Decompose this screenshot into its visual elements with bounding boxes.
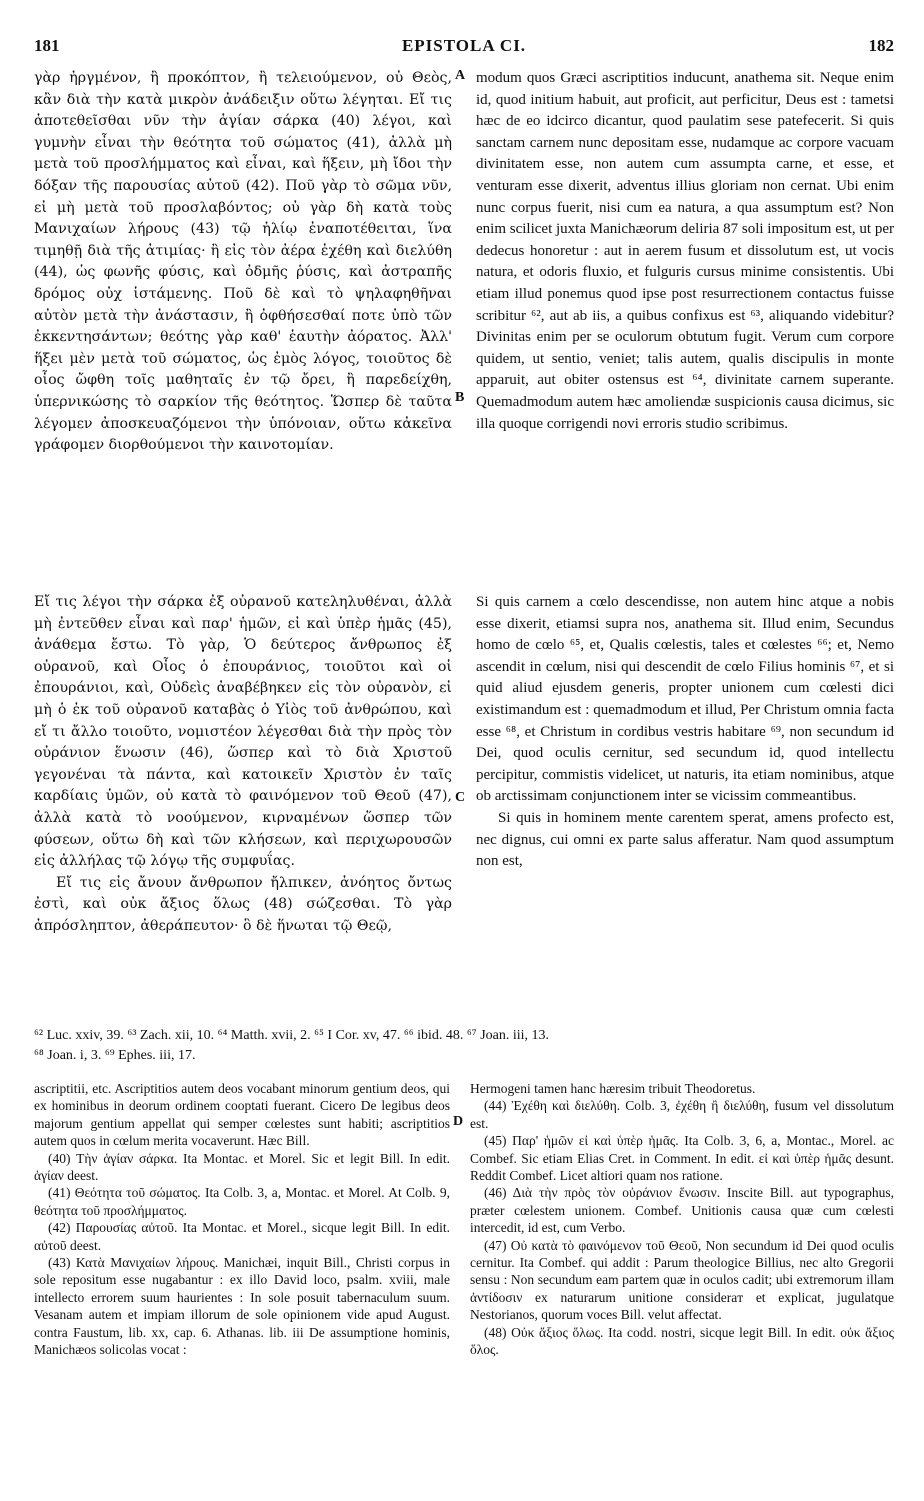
document-page [34,0,894,1501]
latin-column-bottom [476,592,894,873]
latin-column-top [476,68,894,435]
greek-paragraph: γὰρ ἠργμένον, ἢ προκόπτον, ἢ τελειούμενον, οὐ Θεὸς, κἂν διὰ τὴν κατὰ μικρὸν ἀνάδειξιν οὕτω λέγηται. Εἴ τις ἀποτεθεῖσθαι νῦν τὴν ἁγίαν σάρκα (40) λέγοι, καὶ γυμνὴν εἶναι τὴν θεότητα τοῦ σώματος (41), ἀλλὰ μὴ μετὰ τοῦ προσλήμματος καὶ εἶναι, καὶ ἥξειν, μὴ ἴδοι τὴν δόξαν τῆς παρουσίας αὐτοῦ (42). Ποῦ γὰρ τὸ σῶμα νῦν, εἰ μὴ μετὰ τοῦ προσλαβόντος; οὐ γὰρ δὴ κατὰ τοὺς Μανιχαίων λήρους (43) τῷ ἡλίῳ ἐναποτέθειται, ἵνα τιμηθῇ διὰ τῆς ἀτιμίας· ἢ εἰς τὸν ἀέρα ἐχέθη καὶ διελύθη (44), ὡς φωνῆς φύσις, καὶ ὀδμῆς ῥύσις, καὶ ἀστραπῆς δρόμος οὐχ ἱστάμενης. Ποῦ δὲ καὶ τὸ ψηλαφηθῆναι αὐτὸν μετὰ τὴν ἀνάστασιν, ἢ ὀφθήσεσθαί ποτε ὑπὸ τῶν ἐκκεντησάντων; θεότης γὰρ καθ' ἑαυτὴν ἀόρατος. Ἀλλ' ἥξει μὲν μετὰ τοῦ σώματος, ὡς ἐμὸς λόγος, τοιοῦτος δὲ οἷος ὤφθη τοῖς μαθηταῖς ἐν τῷ ὄρει, ἢ παρεδείχθη, ὑπερνικώσης τὸ σαρκίον τῆς θεότητος. Ὥσπερ δὲ ταῦτα λέγομεν ἀποσκευαζόμενοι τὴν ὑπόνοιαν, οὕτω κἀκεῖνα γράφομεν διορθούμενοι τὴν καινοτομίαν. [34,70,452,454]
latin-paragraph: Si quis in hominem mente carentem sperat, amens profecto est, nec dignus, cui omni ex parte salus afferatur. Nam quod assumptum non est, [476,809,894,870]
greek-paragraph: Εἴ τις εἰς ἄνουν ἄνθρωπον ἤλπικεν, ἀνόητος ὄντως ἐστὶ, καὶ οὐκ ἄξιος ὅλως (48) σώζεσθαι. Τὸ γὰρ ἀπρόσληπτον, ἀθεράπευτον· ὃ δὲ ἥνωται τῷ Θεῷ, [34,874,452,934]
note-paragraph: (40) Τὴν ἁγίαν σάρκα. Ita Montac. et Morel. Sic et legit Bill. In edit. ἁγίαν deest. [34,1150,450,1184]
greek-column-bottom [34,592,452,938]
note-paragraph: Hermogeni tamen hanc hæresim tribuit Theodoretus. [470,1081,756,1096]
margin-letter-a: A [455,68,466,83]
latin-paragraph: modum quos Græci ascriptitios inducunt, anathema sit. Neque enim id, quod initium habuit, aut proficit, aut perficitur, Deus est : tametsi hæc de eo idcirco dicantur, quod paulatim sese patefecerit. Si quis sanctam carnem nunc depositam esse, nudamque ac corpore vacuam divinitatem esse, non autem cum assumpta carne, et esse, et venturam esse dixerit, adventus illius gloriam non cernat. Ubi enim nunc corpus fuerit, nisi cum ea natura, a qua assumptum est? Non enim scilicet juxta Manichæorum deliria 87 soli impositum est, ut per dedecus honoretur : aut in aerem fusum et dissolutum est, ut vocis natura, et odoris fluxio, et fulguris cursus minime consistentis. Ubi etiam illud ponemus quod ipse post resurrectionem contactus fuisse scribitur ⁶², aut ab iis, a quibus confixus est ⁶³, aliquando videbitur? Divinitas enim per se oculorum obtutum fugit. Verum cum corpore quidem, ut sentio, veniet; talis autem, qualis discipulis in monte apparuit, aut obiter ostensus est ⁶⁴, divinitate carnem superante. Quemadmodum autem hæc amoliendæ suspicionis causa dicimus, sic illa quoque corrigendi novi erroris studio scribimus. [476,70,894,432]
footnote-line: ⁶⁸ Joan. i, 3. ⁶⁹ Ephes. iii, 17. [34,1048,196,1063]
margin-letter-b: B [455,390,465,405]
note-paragraph: (47) Οὐ κατὰ τὸ φαινόμενον τοῦ Θεοῦ, Non secundum id Dei quod oculis cernitur. Ita Combef. qui addit : Parum theologice Billius, nec alto Gregorii sensu : Non secundum eam partem quæ in oculos cadit; ubi extremorum illam ἀντίδοσιν ex naturarum unitione consideraт et explicat, jugulatque Nestorianos, quorum voces Bill. velut affectat. [470,1237,894,1323]
right-page-number: 182 [868,36,894,55]
greek-column-top [34,68,452,457]
latin-paragraph: Si quis carnem a cœlo descendisse, non autem hinc atque a nobis esse dixerit, etiamsi supra nos, anathema sit. Illud enim, Secundus homo de cœlo ⁶⁵, et, Qualis cœlestis, tales et cœlestes ⁶⁶; et, Nemo ascendit in cœlum, nisi qui descendit de cœlo Filius hominis ⁶⁷, et si quid aliud ejusdem generis, propter unionem cum cœlesti dici existimandum est : quemadmodum et illud, Per Christum omnia facta esse ⁶⁸, et Christum in cordibus vestris habitare ⁶⁹, non secundum id Dei, quod oculis cernitur, sed secundum id, quod intellectu percipitur, commistis videlicet, ut naturis, ita etiam nominibus, atque ob arctissimam conjunctionem inter se vicissim commeantibus. [476,594,894,805]
notes-column-left [34,1080,450,1359]
greek-paragraph: Εἴ τις λέγοι τὴν σάρκα ἐξ οὐρανοῦ κατεληλυθέναι, ἀλλὰ μὴ ἐντεῦθεν εἶναι καὶ παρ' ἡμῶν, εἰ καὶ ὑπὲρ ἡμᾶς (45), ἀνάθεμα ἔστω. Τὸ γὰρ, Ὁ δεύτερος ἄνθρωπος ἐξ οὐρανοῦ, καὶ Οἷος ὁ ἐπουράνιος, τοιοῦτοι καὶ οἱ ἐπουράνιοι, καὶ, Οὐδεὶς ἀναβέβηκεν εἰς τὸν οὐρανὸν, εἰ μὴ ὁ ἐκ τοῦ οὐρανοῦ καταβὰς ὁ Υἱὸς τοῦ ἀνθρώπου, καὶ εἴ τι ἄλλο τοιοῦτο, νομιστέον λέγεσθαι διὰ τὴν πρὸς τὸν οὐράνιον ἕνωσιν (46), ὥσπερ καὶ τὸ διὰ Χριστοῦ γεγονέναι τὰ πάντα, καὶ κατοικεῖν Χριστὸν ἐν ταῖς καρδίαις ὑμῶν, οὐ κατὰ τὸ φαινόμενον τοῦ Θεοῦ (47), ἀλλὰ κατὰ τὸ νοούμενον, κιρναμένων ὥσπερ τῶν φύσεων, οὕτω δὴ καὶ τῶν κλήσεων, καὶ περιχωρουσῶν εἰς ἀλλήλας τῷ λόγῳ τῆς συμφυΐας. [34,594,452,870]
notes-column-right [470,1080,894,1359]
note-paragraph: (45) Παρ' ἡμῶν εἰ καὶ ὑπὲρ ἡμᾶς. Ita Colb. 3, 6, a, Montac., Morel. ac Combef. Sic etiam Elias Cret. in Comment. In edit. εἰ καὶ ὑπὲρ ἡμᾶς desunt. Reddit Combef. Licet altiori quam nos ratione. [470,1133,894,1184]
note-paragraph: ascriptitii, etc. Ascriptitios autem deos vocabant minorum gentium deos, qui ex hominibus in deorum ordinem cooptati fuerant. Cicero De legibus deos majorum gentium appellat qui semper cœlestes sunt habiti; ascriptitios autem quos in cœlum merita vocaverunt. Hæc Bill. [34,1081,450,1149]
footnote-line: ⁶² Luc. xxiv, 39. ⁶³ Zach. xii, 10. ⁶⁴ Matth. xvii, 2. ⁶⁵ I Cor. xv, 47. ⁶⁶ ibid. 48. ⁶⁷ Joan. iii, 13. [34,1028,550,1043]
note-paragraph: (48) Οὐκ ἄξιος ὅλως. Ita codd. nostri, sicque legit Bill. In edit. οὐκ ἄξιος ὅλος. [470,1324,894,1358]
left-page-number: 181 [34,36,60,55]
margin-letter-d: D [453,1114,464,1129]
note-paragraph: (46) Διὰ τὴν πρὸς τὸν οὐράνιον ἕνωσιν. Inscite Bill. aut typographus, præter cœlestem unionem. Combef. Unitionis causa quæ cum cœlesti intercedit, id est, cum Verbo. [470,1185,894,1236]
margin-letter-c: C [455,790,466,805]
running-title: EPISTOLA CI. [401,36,527,55]
note-paragraph: (43) Κατὰ Μανιχαίων λήρους. Manichæi, inquit Bill., Christi corpus in sole repositum esse nugabantur : ex illo David loco, psalm. xviii, male intellecto errorem suum haurientes : In sole posuit tabernaculum suum. Vesanam autem et impiam illorum de sole opinionem vide apud August. contra Faustum, lib. xx, cap. 6. Athanas. lib. iii De assumptione hominis, Manichæos solicolas vocat : [34,1255,450,1358]
page-header [34,36,894,58]
note-paragraph: (41) Θεότητα τοῦ σώματος. Ita Colb. 3, a, Montac. et Morel. At Colb. 9, θεότητα τοῦ προσλήμματος. [34,1185,450,1218]
note-paragraph: (44) Ἐχέθη καὶ διελύθη. Colb. 3, ἐχέθη ἢ διελύθη, fusum vel dissolutum est. [470,1098,894,1131]
note-paragraph: (42) Παρουσίας αὐτοῦ. Ita Montac. et Morel., sicque legit Bill. In edit. αὐτοῦ deest. [34,1220,450,1253]
